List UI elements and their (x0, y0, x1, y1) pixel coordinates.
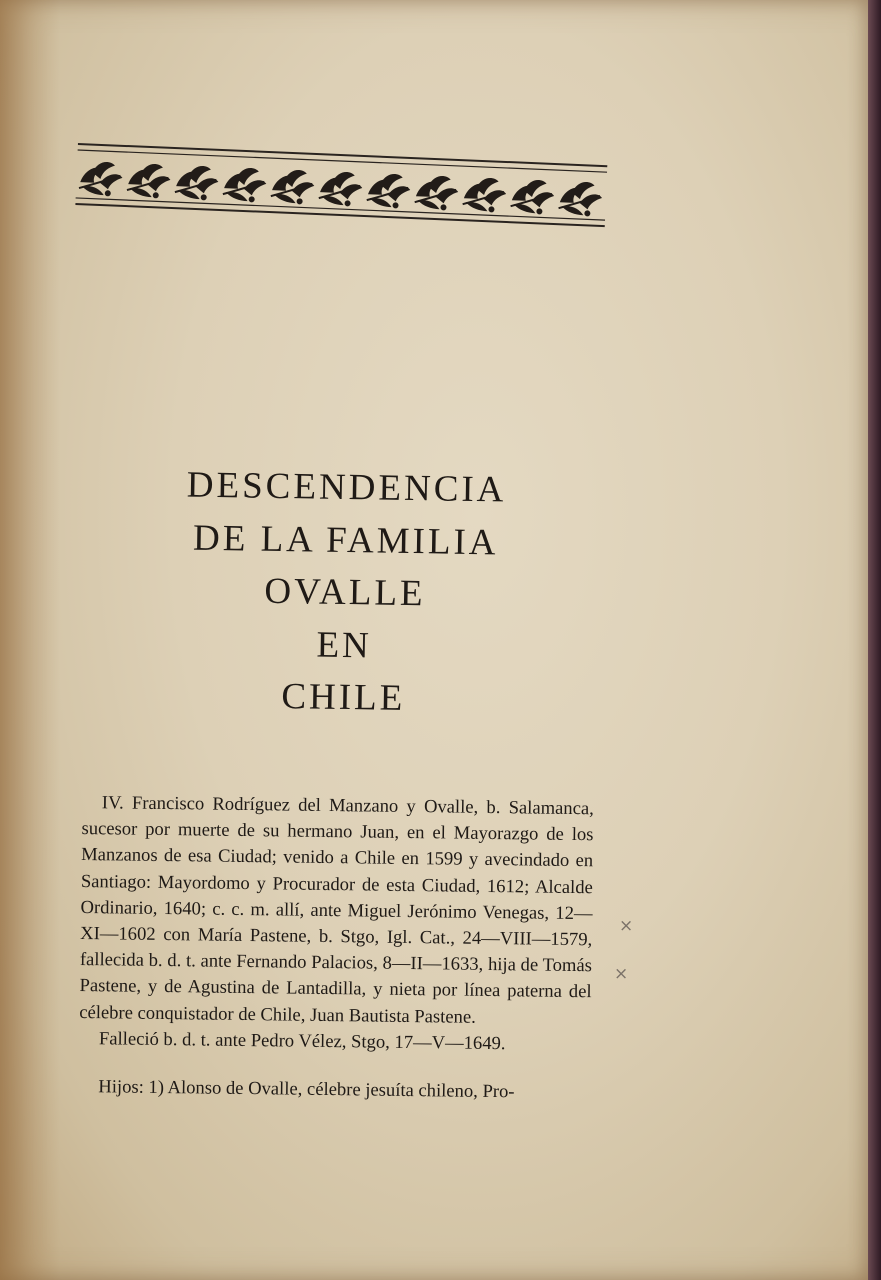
title-line-1: DESCENDENCIA (186, 464, 507, 511)
title-line-4: EN (316, 624, 373, 666)
leaf-ornament-band (73, 140, 607, 272)
body-text (78, 790, 594, 1106)
chapter-title (148, 459, 542, 728)
title-line-2: DE LA FAMILIA (192, 517, 499, 563)
paragraph-genealogy-entry: IV. Francisco Rodríguez del Manzano y Ovalle, b. Salamanca, sucesor por muerte de su hermano Juan, en el Mayorazgo de los Manzanos de esa Ciudad; venido a Chile en 1599 y avecindado en Santiago: Mayordomo y Procurador de esta Ciudad, 1612; Alcalde Ordinario, 1640; c. c. m. allí, ante Miguel Jerónimo Venegas, 12—XI—1602 con María Pastene, b. Stgo, Igl. Cat., 24—VIII—1579, fallecida b. d. t. ante Fernando Palacios, 8—II—1633, hija de Tomás Pastene, y de Agustina de Lantadilla, y nieta por línea paterna del célebre conquistador de Chile, Juan Bautista Pastene. (79, 792, 594, 1028)
paragraph-death-record: Falleció b. d. t. ante Pedro Vélez, Stgo, 17—V—1649. (98, 1028, 506, 1055)
book-cover-edge (868, 0, 881, 1280)
title-line-5: CHILE (281, 676, 406, 719)
paragraph-children: Hijos: 1) Alonso de Ovalle, célebre jesuíta chileno, Pro- (98, 1076, 515, 1103)
margin-mark-cross: × (614, 964, 629, 984)
margin-mark-cross: × (619, 916, 634, 936)
title-line-3: OVALLE (264, 570, 426, 615)
